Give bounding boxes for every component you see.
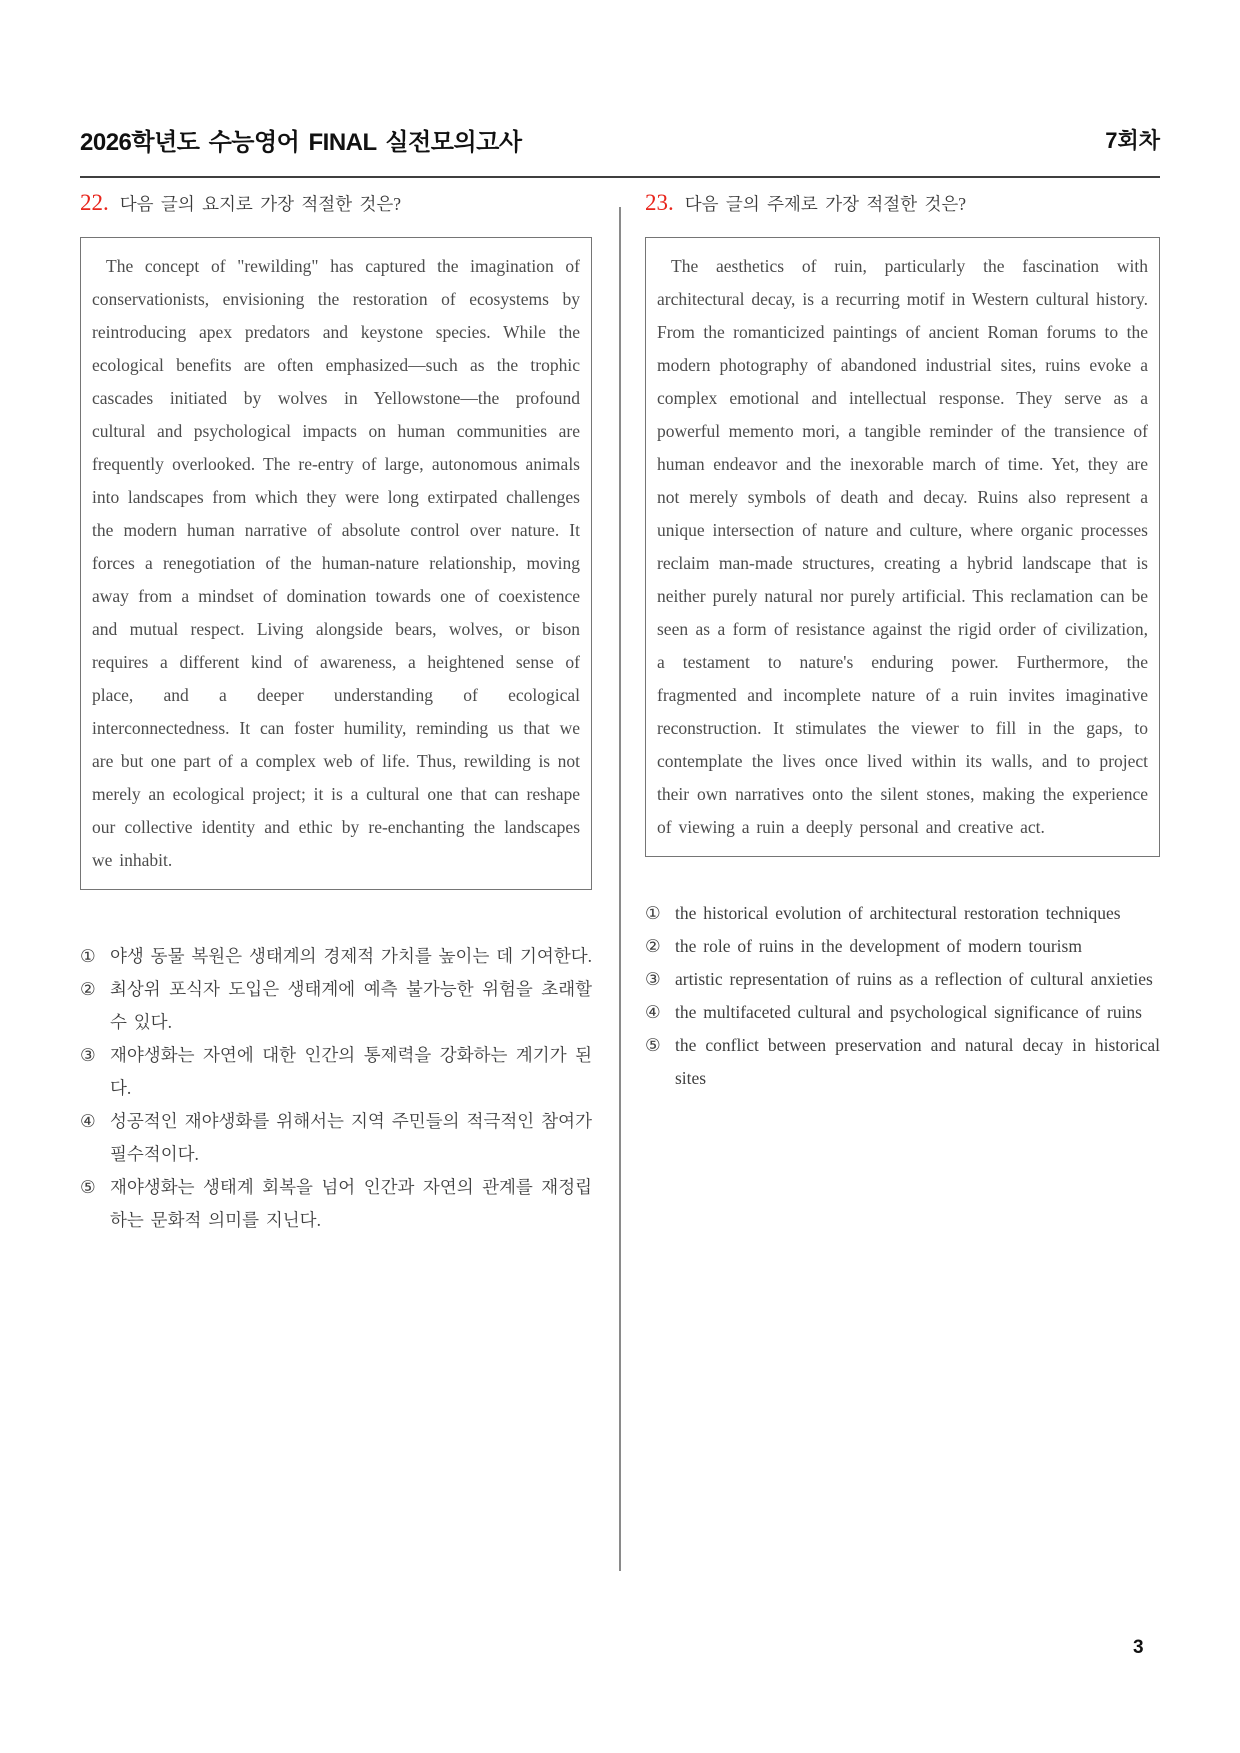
option-marker: ⑤ [80,1177,96,1197]
option-marker: ④ [645,1002,661,1022]
option-text: 최상위 포식자 도입은 생태계에 예측 불가능한 위험을 초래할 수 있다. [110,979,592,1032]
option-item [645,1029,1160,1095]
option-text: 재야생화는 자연에 대한 인간의 통제력을 강화하는 계기가 된다. [110,1045,592,1098]
passage-text: The concept of "rewilding" has captured the imagination of conservationists, envisioning the restoration of ecosystems by reintroducing apex predators and keystone species. While the ecological benefits are often emphasized—such as the trophic cascades initiated by wolves in Yellowstone—the profound cultural and psychological impacts on human communities are frequently overlooked. The re-entry of large, autonomous animals into landscapes from which they were long extirpated challenges the modern human narrative of absolute control over nature. It forces a renegotiation of the human-nature relationship, moving away from a mindset of domination towards one of coexistence and mutual respect. Living alongside bears, wolves, or bison requires a different kind of awareness, a heightened sense of place, and a deeper understanding of ecological interconnectedness. It can foster humility, reminding us that we are but one part of a complex web of life. Thus, rewilding is not merely an ecological project; it is a cultural one that can reshape our collective identity and ethic by re-enchanting the landscapes we inhabit. [92,256,580,870]
option-marker: ⑤ [645,1035,661,1055]
passage-box [645,237,1160,857]
passage-text: The aesthetics of ruin, particularly the fascination with architectural decay, is a recurring motif in Western cultural history. From the romanticized paintings of ancient Roman forums to the modern photography of abandoned industrial sites, ruins evoke a complex emotional and intellectual response. They serve as a powerful memento mori, a tangible reminder of the transience of human endeavor and the inexorable march of time. Yet, they are not merely symbols of death and decay. Ruins also represent a unique intersection of nature and culture, where organic processes reclaim man-made structures, creating a hybrid landscape that is neither purely natural nor purely artificial. This reclamation can be seen as a form of resistance against the rigid order of civilization, a testament to nature's enduring power. Furthermore, the fragmented and incomplete nature of a ruin invites imaginative reconstruction. It stimulates the viewer to fill in the gaps, to contemplate the lives once lived within its walls, and to project their own narratives onto the silent stones, making the experience of viewing a ruin a deeply personal and creative act. [657,256,1148,837]
option-text: 성공적인 재야생화를 위해서는 지역 주민들의 적극적인 참여가 필수적이다. [110,1111,592,1164]
option-text: 재야생화는 생태계 회복을 넘어 인간과 자연의 관계를 재정립하는 문화적 의미를 지닌다. [110,1177,592,1230]
question-block-22 [80,188,592,1237]
option-text: the multifaceted cultural and psychological significance of ruins [675,1002,1142,1022]
round-label: 7회차 [1105,128,1160,153]
option-marker: ③ [645,969,661,989]
option-item [645,930,1160,963]
option-item [80,1171,592,1237]
question-number: 22. [80,190,109,215]
options-list [80,940,592,1237]
option-text: the role of ruins in the development of modern tourism [675,936,1082,956]
option-marker: ④ [80,1111,96,1131]
option-item [80,940,592,973]
question-heading [645,188,1160,216]
option-item [80,1105,592,1171]
option-marker: ① [80,946,96,966]
option-text: the historical evolution of architectural restoration techniques [675,903,1121,923]
question-prompt: 다음 글의 주제로 가장 적절한 것은? [684,194,967,214]
question-heading [80,188,592,216]
question-prompt: 다음 글의 요지로 가장 적절한 것은? [119,194,402,214]
column-divider [619,207,621,1571]
header-rule [80,176,1160,178]
options-list [645,897,1160,1095]
option-item [645,996,1160,1029]
question-block-23 [645,188,1160,1095]
option-item [80,1039,592,1105]
option-marker: ① [645,903,661,923]
option-marker: ② [645,936,661,956]
option-item [645,963,1160,996]
page-number: 3 [1133,1637,1144,1658]
option-text: artistic representation of ruins as a reflection of cultural anxieties [675,969,1153,989]
question-number: 23. [645,190,674,215]
option-text: 야생 동물 복원은 생태계의 경제적 가치를 높이는 데 기여한다. [110,946,592,966]
option-item [645,897,1160,930]
option-marker: ③ [80,1045,96,1065]
passage-box [80,237,592,890]
option-text: the conflict between preservation and natural decay in historical sites [675,1035,1160,1088]
exam-title: 2026학년도 수능영어 FINAL 실전모의고사 [80,129,522,156]
option-marker: ② [80,979,96,999]
option-item [80,973,592,1039]
